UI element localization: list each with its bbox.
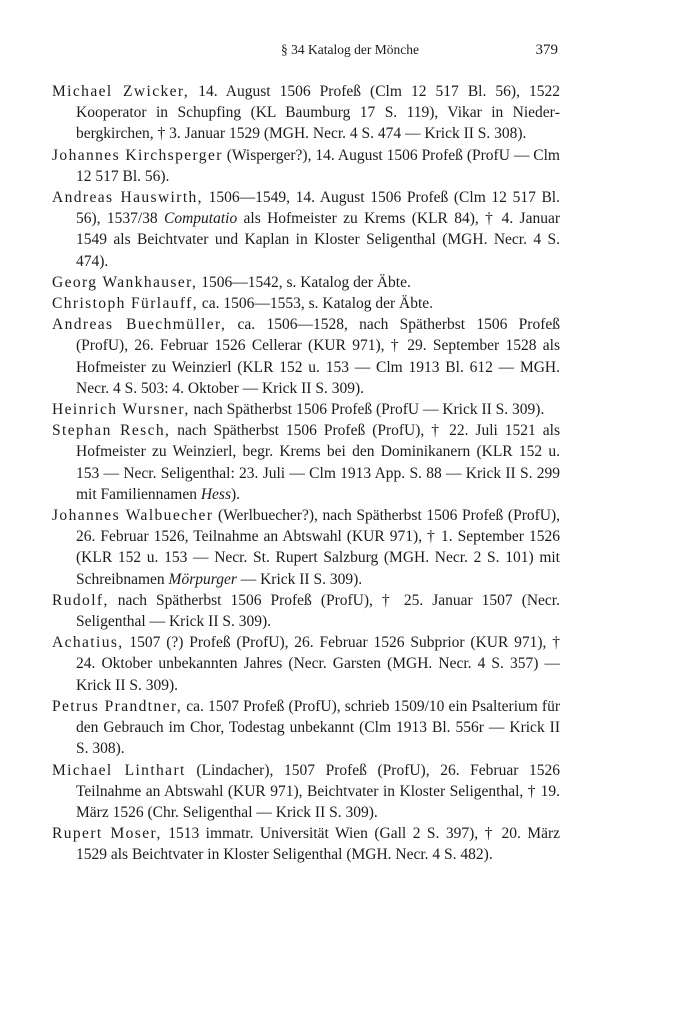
entry-text: 1506—1542, s. Katalog der Äbte. <box>197 273 411 291</box>
running-head <box>0 42 700 62</box>
entry-text: — Krick II S. 309). <box>236 570 363 588</box>
monk-catalog-entries <box>52 81 560 866</box>
monk-name: Rudolf, <box>52 591 109 609</box>
entry-text: nach Spätherbst 1506 Profeß (ProfU — Krick II S. 309). <box>189 401 545 419</box>
entry-text: ca. 1507 Profeß (ProfU), schrieb 1509/10 ein Psalterium für den Gebrauch im Chor, Todestag unbekannt (Clm 1913 Bl. 556r — Krick II S. 308). <box>76 697 560 758</box>
entry-text: (Wisperger?), 14. August 1506 Profeß (ProfU — Clm 12 517 Bl. 56). <box>76 146 560 185</box>
entry-text: (Lindacher), 1507 Profeß (ProfU), 26. Februar 1526 Teilnahme an Abtswahl (KUR 971), Beichtvater in Kloster Seligenthal, † 19. März 1526 (Chr. Seligenthal — Krick II S. 309). <box>76 761 560 821</box>
entry-text: ). <box>230 485 241 503</box>
catalog-entry <box>52 632 560 696</box>
monk-name: Petrus Prandtner, <box>52 697 183 715</box>
entry-italic-term: Mörpurger <box>168 570 237 588</box>
catalog-entry <box>52 590 560 632</box>
entry-text: ca. 1506—1553, s. Katalog der Äbte. <box>198 295 434 313</box>
entry-text: ca. 1506—1528, nach Spätherbst 1506 Profeß (ProfU), 26. Februar 1526 Cellerar (KUR 971), † 29. September 1528 als Hofmeister zu Weinzierl (KLR 152 u. 153 — Clm 1913 Bl. 612 — MGH. Necr. 4 S. 503: 4. Oktober — Krick II S. 309). <box>76 316 560 397</box>
catalog-entry <box>52 420 560 505</box>
catalog-entry <box>52 293 560 314</box>
catalog-entry <box>52 314 560 399</box>
monk-name: Johannes Walbuecher <box>52 507 214 525</box>
entry-text: 1507 (?) Profeß (ProfU), 26. Februar 1526 Subprior (KUR 971), † 24. Oktober unbekannten Jahres (Necr. Garsten (MGH. Necr. 4 S. 357) — Krick II S. 309). <box>76 634 560 694</box>
entry-text: nach Spätherbst 1506 Profeß (ProfU), † 22. Juli 1521 als Hofmeister zu Weinzierl, begr. Krems bei den Dominikanern (KLR 152 u. 153 — Necr. Seligenthal: 23. Juli — Clm 1913 App. S. 88 — Krick II S. 299 mit Familiennamen <box>76 422 561 503</box>
entry-text: als Hofmeister zu Krems (KLR 84), † 4. Januar 1549 als Beichtvater und Kaplan in Kloster Seligenthal (MGH. Necr. 4 S. 474). <box>76 210 560 270</box>
monk-name: Michael Zwicker, <box>52 83 190 100</box>
entry-text: 1506—1549, 14. August 1506 Profeß (Clm 12 517 Bl. 56), 1537/38 <box>76 189 560 228</box>
catalog-entry <box>52 272 560 293</box>
monk-name: Rupert Moser, <box>52 825 162 843</box>
catalog-entry <box>52 187 560 272</box>
entry-italic-term: Hess <box>200 485 231 503</box>
catalog-entry <box>52 823 560 865</box>
entry-italic-term: Computatio <box>164 210 238 228</box>
entry-text: nach Spätherbst 1506 Profeß (ProfU), † 25. Januar 1507 (Necr. Seligenthal — Krick II S. 309). <box>76 591 560 631</box>
catalog-entry <box>52 399 560 420</box>
catalog-entry <box>52 696 560 760</box>
entry-text: (Werlbuecher?), nach Spätherbst 1506 Profeß (ProfU), 26. Februar 1526, Teilnahme an Abtswahl (KUR 971), † 1. September 1526 (KLR 152 u. 153 — Necr. St. Rupert Salzburg (MGH. Necr. 2 S. 101) mit Schreibnamen <box>76 507 561 588</box>
page-number: 379 <box>535 42 558 58</box>
monk-name: Christoph Fürlauff, <box>52 295 199 313</box>
monk-name: Andreas Buechmüller, <box>52 316 227 334</box>
catalog-entry <box>52 81 560 145</box>
running-head-title: § 34 Katalog der Mönche <box>281 42 419 57</box>
monk-name: Heinrich Wursner, <box>52 401 190 419</box>
monk-name: Michael Linthart <box>52 761 186 779</box>
entry-text: 1513 immatr. Universität Wien (Gall 2 S. 397), † 20. März 1529 als Beichtvater in Kloster Seligenthal (MGH. Necr. 4 S. 482). <box>76 825 560 864</box>
monk-name: Stephan Resch, <box>52 422 171 440</box>
monk-name: Achatius, <box>52 634 124 652</box>
monk-name: Andreas Hauswirth, <box>52 189 203 207</box>
catalog-entry <box>52 505 560 590</box>
catalog-entry <box>52 145 560 187</box>
monk-name: Johannes Kirchsperger <box>52 146 223 164</box>
monk-name: Georg Wankhauser, <box>52 273 198 291</box>
entry-text: 14. August 1506 Profeß (Clm 12 517 Bl. 56), 1522 Kooperator in Schupfing (KL Baumburg 17 S. 119), Vikar in Niederbergkirchen, † 3. Januar 1529 (MGH. Necr. 4 S. 474 — Krick II S. 308). <box>76 83 561 143</box>
catalog-entry <box>52 760 560 824</box>
